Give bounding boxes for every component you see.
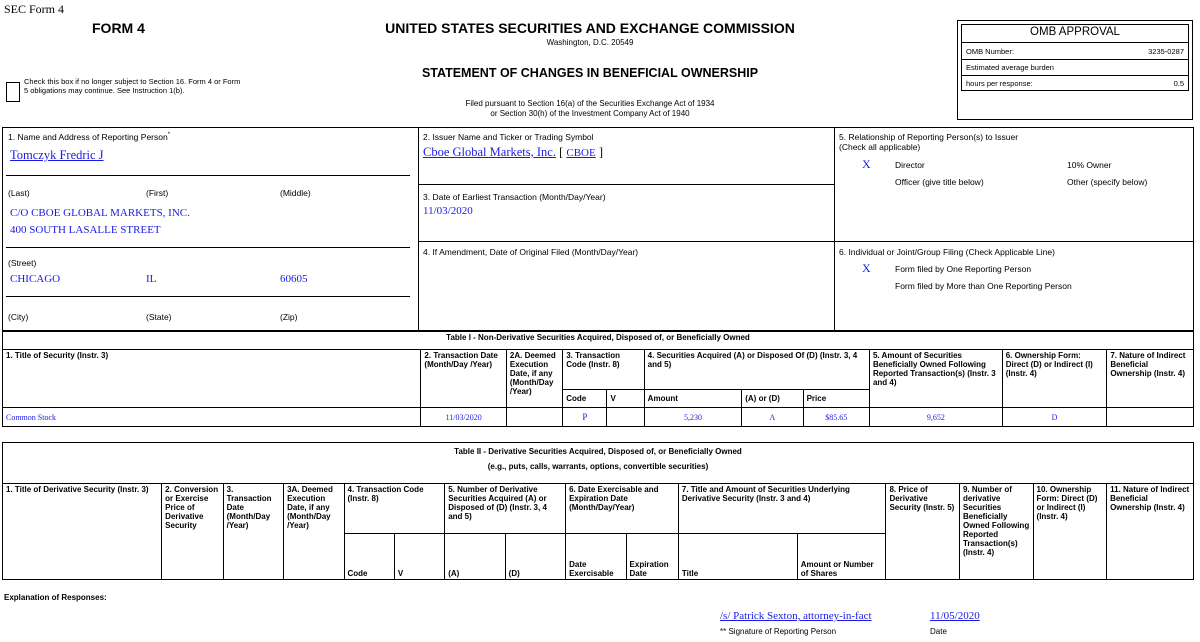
t2-h3: 3. Transaction Date (Month/Day /Year) bbox=[223, 484, 283, 580]
table2-title bbox=[3, 443, 1194, 484]
t2-h5: 5. Number of Derivative Securities Acquired (A) or Disposed of (D) (Instr. 3, 4 and 5) bbox=[445, 484, 566, 534]
t2-sub-d: (D) bbox=[505, 534, 565, 580]
signature-date[interactable]: 11/05/2020 bbox=[930, 610, 980, 622]
box6-label: 6. Individual or Joint/Group Filing (Check Applicable Line) bbox=[839, 247, 1055, 257]
box1-label: 1. Name and Address of Reporting Person* bbox=[8, 132, 171, 142]
signature-link[interactable]: /s/ Patrick Sexton, attorney-in-fact bbox=[720, 610, 872, 622]
t1-h2a: 2A. Deemed Execution Date, if any (Month/Day /Year) bbox=[506, 350, 562, 408]
t1-h2: 2. Transaction Date (Month/Day /Year) bbox=[421, 350, 506, 408]
t2-h3a: 3A. Deemed Execution Date, if any (Month/Day /Year) bbox=[284, 484, 344, 580]
t2-sub-expiration: Expiration Date bbox=[626, 534, 678, 580]
table2-title-line1: Table II - Derivative Securities Acquired, Disposed of, or Beneficially Owned bbox=[454, 447, 742, 456]
state-label: (State) bbox=[146, 312, 172, 322]
t1-h4: 4. Securities Acquired (A) or Disposed Of (D) (Instr. 3, 4 and 5) bbox=[644, 350, 869, 390]
one-person-label: Form filed by One Reporting Person bbox=[895, 264, 1032, 274]
row-price: $85.65 bbox=[803, 408, 869, 427]
t2-h11: 11. Nature of Indirect Beneficial Ownership (Instr. 4) bbox=[1107, 484, 1194, 580]
t1-sub-amount: Amount bbox=[644, 390, 742, 408]
box4-label: 4. If Amendment, Date of Original Filed (Month/Day/Year) bbox=[423, 247, 639, 257]
t2-h2: 2. Conversion or Exercise Price of Derivative Security bbox=[162, 484, 223, 580]
omb-hours-label: hours per response: bbox=[966, 79, 1033, 88]
street-line-1: C/O CBOE GLOBAL MARKETS, INC. bbox=[10, 207, 190, 219]
city-label: (City) bbox=[8, 312, 29, 322]
omb-number-label: OMB Number: bbox=[966, 47, 1014, 56]
filed-pursuant-1: Filed pursuant to Section 16(a) of the Securities Exchange Act of 1934 bbox=[465, 99, 715, 108]
filed-pursuant-2: or Section 30(h) of the Investment Company Act of 1940 bbox=[490, 109, 690, 118]
t2-h6: 6. Date Exercisable and Expiration Date (Month/Day/Year) bbox=[566, 484, 679, 534]
t2-sub-title: Title bbox=[678, 534, 797, 580]
t1-sub-aord: (A) or (D) bbox=[742, 390, 803, 408]
t1-h7: 7. Nature of Indirect Beneficial Ownership (Instr. 4) bbox=[1107, 350, 1194, 408]
row-title: Common Stock bbox=[3, 408, 421, 427]
t1-h1: 1. Title of Security (Instr. 3) bbox=[3, 350, 421, 408]
street-label: (Street) bbox=[8, 258, 37, 268]
reporting-person-name[interactable]: Tomczyk Fredric J bbox=[10, 148, 104, 162]
row-date: 11/03/2020 bbox=[421, 408, 506, 427]
street-line-2: 400 SOUTH LASALLE STREET bbox=[10, 224, 161, 236]
first-label: (First) bbox=[146, 188, 169, 198]
t2-sub-exercisable: Date Exercisable bbox=[566, 534, 626, 580]
date-label: Date bbox=[930, 627, 947, 636]
table-row bbox=[3, 408, 1194, 427]
box2-label: 2. Issuer Name and Ticker or Trading Symbol bbox=[423, 132, 594, 142]
section16-checkbox-text: Check this box if no longer subject to Section 16. Form 4 or Form 5 obligations may continue. See Instruction 1(b). bbox=[24, 77, 241, 95]
t2-sub-a: (A) bbox=[445, 534, 505, 580]
issuer-line: Cboe Global Markets, Inc. [ CBOE ] bbox=[423, 145, 604, 159]
row-v bbox=[607, 408, 644, 427]
box5-label: 5. Relationship of Reporting Person(s) to Issuer bbox=[839, 132, 1019, 142]
t2-h4: 4. Transaction Code (Instr. 8) bbox=[344, 484, 445, 534]
other-label: Other (specify below) bbox=[1067, 177, 1148, 187]
omb-burden-label: Estimated average burden bbox=[966, 63, 1054, 72]
table-derivative bbox=[2, 442, 1194, 580]
zip-value: 60605 bbox=[280, 273, 308, 285]
state-value: IL bbox=[146, 273, 157, 285]
t1-h3: 3. Transaction Code (Instr. 8) bbox=[563, 350, 644, 390]
ten-percent-owner-label: 10% Owner bbox=[1067, 160, 1112, 170]
statement-title: STATEMENT OF CHANGES IN BENEFICIAL OWNERSHIP bbox=[421, 66, 759, 80]
earliest-transaction-date: 11/03/2020 bbox=[423, 205, 473, 217]
omb-title: OMB APPROVAL bbox=[1030, 26, 1120, 38]
city-value: CHICAGO bbox=[10, 273, 61, 285]
t2-h10: 10. Ownership Form: Direct (D) or Indirect (I) (Instr. 4) bbox=[1033, 484, 1107, 580]
t2-h7: 7. Title and Amount of Securities Underlying Derivative Security (Instr. 3 and 4) bbox=[678, 484, 886, 534]
t1-h6: 6. Ownership Form: Direct (D) or Indirect (I) (Instr. 4) bbox=[1002, 350, 1107, 408]
ticker-symbol[interactable]: CBOE bbox=[566, 147, 596, 159]
table2-title-line2: (e.g., puts, calls, warrants, options, convertible securities) bbox=[487, 462, 709, 471]
row-aord: A bbox=[742, 408, 803, 427]
director-label: Director bbox=[895, 160, 925, 170]
t2-sub-code: Code bbox=[344, 534, 394, 580]
t1-sub-v: V bbox=[607, 390, 644, 408]
zip-label: (Zip) bbox=[280, 312, 298, 322]
row-amount: 5,230 bbox=[644, 408, 742, 427]
row-form: D bbox=[1002, 408, 1107, 427]
t2-h1: 1. Title of Derivative Security (Instr. 3) bbox=[3, 484, 162, 580]
t2-sub-v: V bbox=[394, 534, 444, 580]
officer-label: Officer (give title below) bbox=[895, 177, 984, 187]
omb-hours-value: 0.5 bbox=[1173, 79, 1184, 88]
section16-checkbox[interactable] bbox=[6, 82, 20, 102]
table1-title: Table I - Non-Derivative Securities Acquired, Disposed of, or Beneficially Owned bbox=[3, 332, 1194, 350]
t1-sub-price: Price bbox=[803, 390, 869, 408]
t1-h5: 5. Amount of Securities Beneficially Owned Following Reported Transaction(s) (Instr. 3 and 4) bbox=[869, 350, 1002, 408]
one-person-mark: X bbox=[862, 261, 871, 275]
row-nature bbox=[1107, 408, 1194, 427]
box3-label: 3. Date of Earliest Transaction (Month/Day/Year) bbox=[423, 192, 606, 202]
issuer-name[interactable]: Cboe Global Markets, Inc. bbox=[423, 145, 556, 159]
many-person-label: Form filed by More than One Reporting Person bbox=[895, 281, 1072, 291]
t2-h8: 8. Price of Derivative Security (Instr. 5) bbox=[886, 484, 960, 580]
commission-city: Washington, D.C. 20549 bbox=[546, 38, 634, 47]
middle-label: (Middle) bbox=[280, 188, 311, 198]
last-label: (Last) bbox=[8, 188, 30, 198]
t2-h9: 9. Number of derivative Securities Beneficially Owned Following Reported Transaction(s) (Instr. 4) bbox=[959, 484, 1033, 580]
row-owned: 9,652 bbox=[869, 408, 1002, 427]
explanation-label: Explanation of Responses: bbox=[4, 593, 107, 602]
box5-sublabel: (Check all applicable) bbox=[839, 142, 921, 152]
table-non-derivative bbox=[2, 331, 1194, 427]
omb-number-value: 3235-0287 bbox=[1148, 47, 1184, 56]
row-code: P bbox=[563, 408, 607, 427]
row-deemed bbox=[506, 408, 562, 427]
form-label: FORM 4 bbox=[92, 20, 145, 36]
commission-title: UNITED STATES SECURITIES AND EXCHANGE COMMISSION bbox=[385, 20, 795, 36]
signature-label: ** Signature of Reporting Person bbox=[720, 627, 837, 636]
t1-sub-code: Code bbox=[563, 390, 607, 408]
sec-form-label: SEC Form 4 bbox=[4, 2, 65, 16]
t2-sub-amount: Amount or Number of Shares bbox=[797, 534, 886, 580]
director-mark: X bbox=[862, 157, 871, 171]
